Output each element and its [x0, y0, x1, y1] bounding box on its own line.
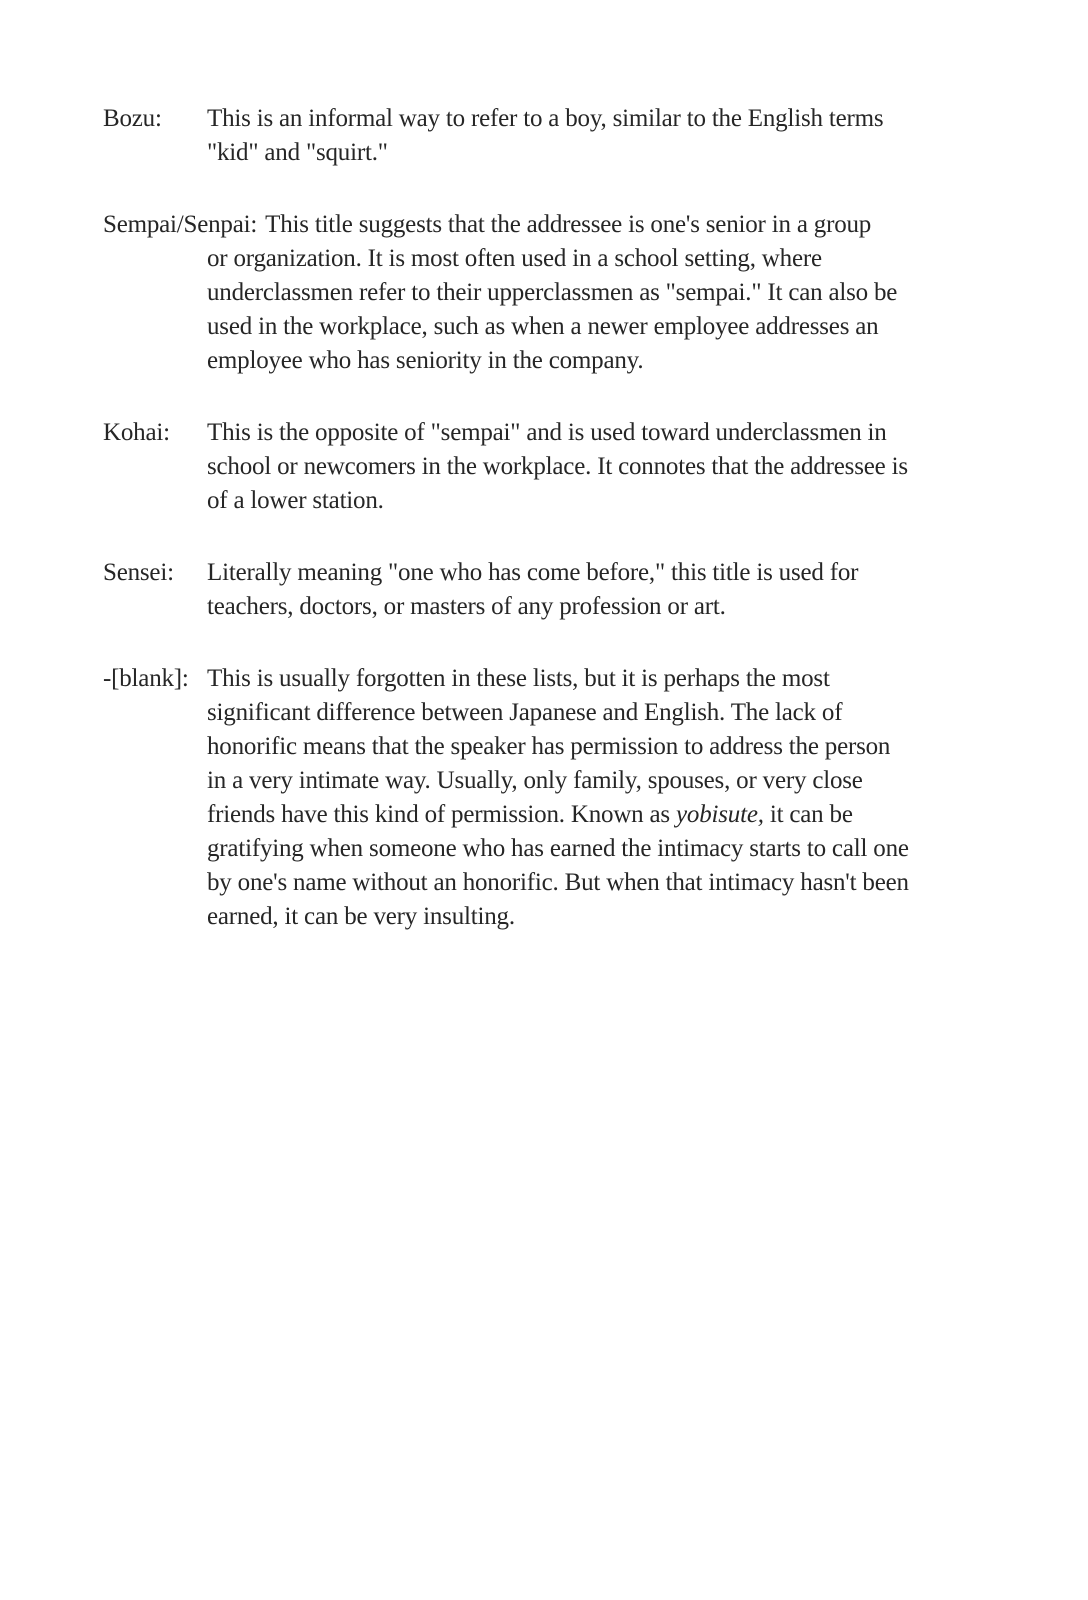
entry-bozu [103, 102, 1058, 170]
definition-text: This is the opposite of "sempai" and is used toward underclassmen in [207, 419, 887, 446]
entry-line [103, 798, 1058, 832]
entry-line: used in the workplace, such as when a newer employee addresses an [207, 313, 879, 340]
entry-blank-honorific [103, 662, 1058, 934]
entry-line: significant difference between Japanese and English. The lack of [207, 699, 843, 726]
entry-line [103, 208, 1058, 242]
entry-line [103, 556, 1058, 590]
entry-kohai [103, 416, 1058, 518]
term-label: Sempai/Senpai: [103, 211, 258, 238]
entry-line: teachers, doctors, or masters of any profession or art. [207, 593, 726, 620]
entry-line: employee who has seniority in the company. [207, 347, 644, 374]
entry-line: "kid" and "squirt." [207, 139, 388, 166]
entry-line: of a lower station. [207, 487, 384, 514]
entry-line: school or newcomers in the workplace. It connotes that the addressee is [207, 453, 908, 480]
entry-line: or organization. It is most often used in a school setting, where [207, 245, 822, 272]
term-label: -[blank]: [103, 665, 189, 692]
definition-text: This is usually forgotten in these lists, but it is perhaps the most [207, 665, 830, 692]
term-label: Kohai: [103, 419, 170, 446]
definition-text: friends have this kind of permission. Known as [207, 801, 677, 828]
entry-line: underclassmen refer to their upperclassmen as "sempai." It can also be [207, 279, 898, 306]
entry-line: honorific means that the speaker has permission to address the person [207, 733, 891, 760]
definition-text: This title suggests that the addressee is one's senior in a group [265, 211, 872, 238]
entry-sensei [103, 556, 1058, 624]
entry-line [103, 416, 1058, 450]
definition-text: Literally meaning "one who has come before," this title is used for [207, 559, 859, 586]
definition-text: it can be [763, 801, 853, 828]
entry-line: in a very intimate way. Usually, only family, spouses, or very close [207, 767, 863, 794]
entry-line: by one's name without an honorific. But when that intimacy hasn't been [207, 869, 909, 896]
entry-sempai [103, 208, 1058, 378]
italic-term-yobisute: yobisute, [676, 801, 764, 828]
entry-line: earned, it can be very insulting. [207, 903, 515, 930]
entry-line [103, 662, 1058, 696]
entry-line [103, 102, 1058, 136]
definition-text: This is an informal way to refer to a boy, similar to the English terms [207, 105, 884, 132]
entry-line: gratifying when someone who has earned the intimacy starts to call one [207, 835, 909, 862]
term-label: Bozu: [103, 105, 162, 132]
term-label: Sensei: [103, 559, 174, 586]
